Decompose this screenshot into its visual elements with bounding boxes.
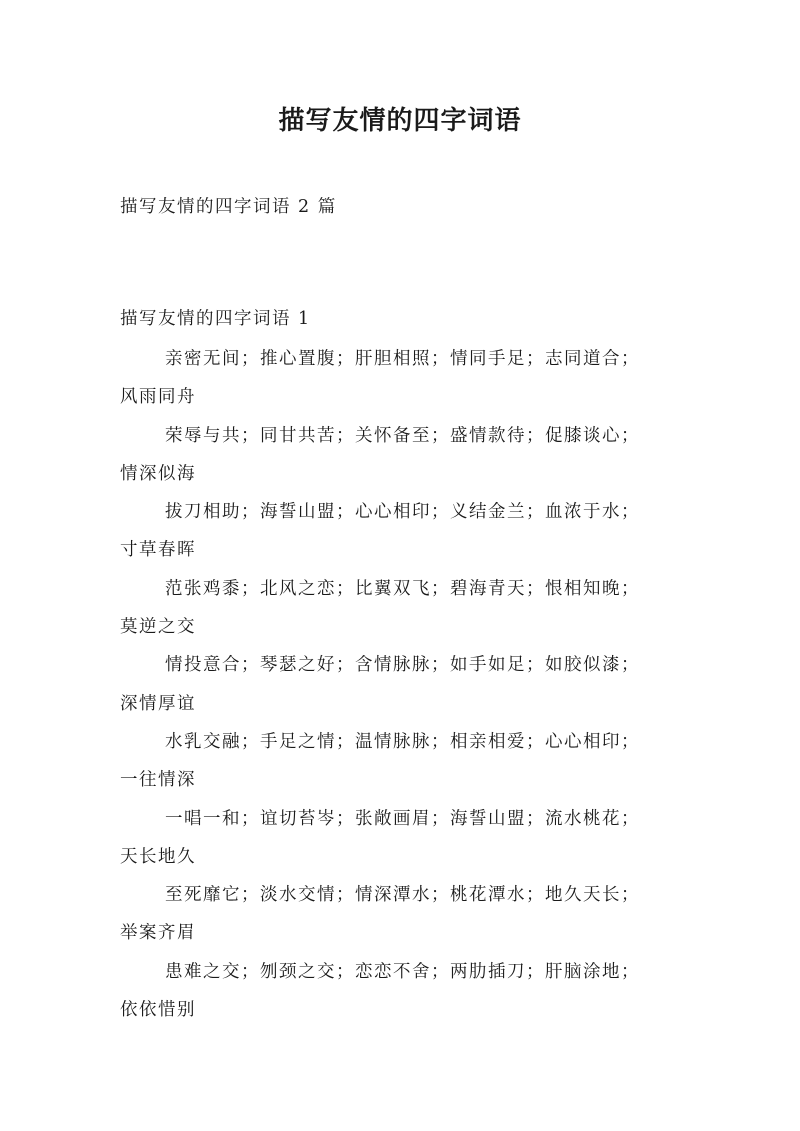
idiom-paragraph (120, 570, 690, 647)
idiom-paragraph (120, 340, 690, 417)
idiom-line: 情投意合；琴瑟之好；含情脉脉；如手如足；如胶似漆； (165, 655, 640, 676)
idiom-line: 一唱一和；谊切苔岑；张敞画眉；海誓山盟；流水桃花； (165, 808, 640, 829)
idiom-paragraph (120, 953, 690, 1030)
document-subtitle: 描写友情的四字词语 2 篇 (120, 197, 337, 217)
idiom-line: 范张鸡黍；北风之恋；比翼双飞；碧海青天；恨相知晚； (165, 578, 640, 599)
idiom-line: 水乳交融；手足之情；温情脉脉；相亲相爱；心心相印； (165, 731, 640, 752)
idiom-paragraph (120, 493, 690, 570)
idiom-line-continuation: 举案齐眉 (120, 923, 196, 944)
idiom-line: 拔刀相助；海誓山盟；心心相印；义结金兰；血浓于水； (165, 502, 640, 523)
idiom-paragraph (120, 800, 690, 877)
idiom-line-continuation: 依依惜别 (120, 1000, 196, 1021)
idiom-line: 至死靡它；淡水交情；情深潭水；桃花潭水；地久天长； (165, 885, 640, 906)
idiom-line-continuation: 一往情深 (120, 770, 196, 791)
document-title: 描写友情的四字词语 (278, 106, 522, 136)
idiom-line-continuation: 深情厚谊 (120, 693, 196, 714)
idiom-line-continuation: 情深似海 (120, 463, 196, 484)
idiom-paragraph (120, 876, 690, 953)
idiom-paragraph (120, 723, 690, 800)
idiom-paragraph (120, 646, 690, 723)
idiom-line: 亲密无间；推心置腹；肝胆相照；情同手足；志同道合； (165, 349, 640, 369)
idiom-line: 患难之交；刎颈之交；恋恋不舍；两肋插刀；肝脑涂地； (165, 961, 640, 982)
idiom-line-continuation: 天长地久 (120, 846, 196, 867)
idiom-line-continuation: 风雨同舟 (120, 387, 196, 408)
section-heading: 描写友情的四字词语 1 (120, 309, 311, 329)
idiom-line-continuation: 莫逆之交 (120, 617, 196, 638)
idiom-paragraph (120, 417, 690, 494)
idiom-line: 荣辱与共；同甘共苦；关怀备至；盛情款待；促膝谈心； (165, 425, 640, 446)
idiom-list (120, 340, 690, 1029)
idiom-line-continuation: 寸草春晖 (120, 540, 196, 561)
